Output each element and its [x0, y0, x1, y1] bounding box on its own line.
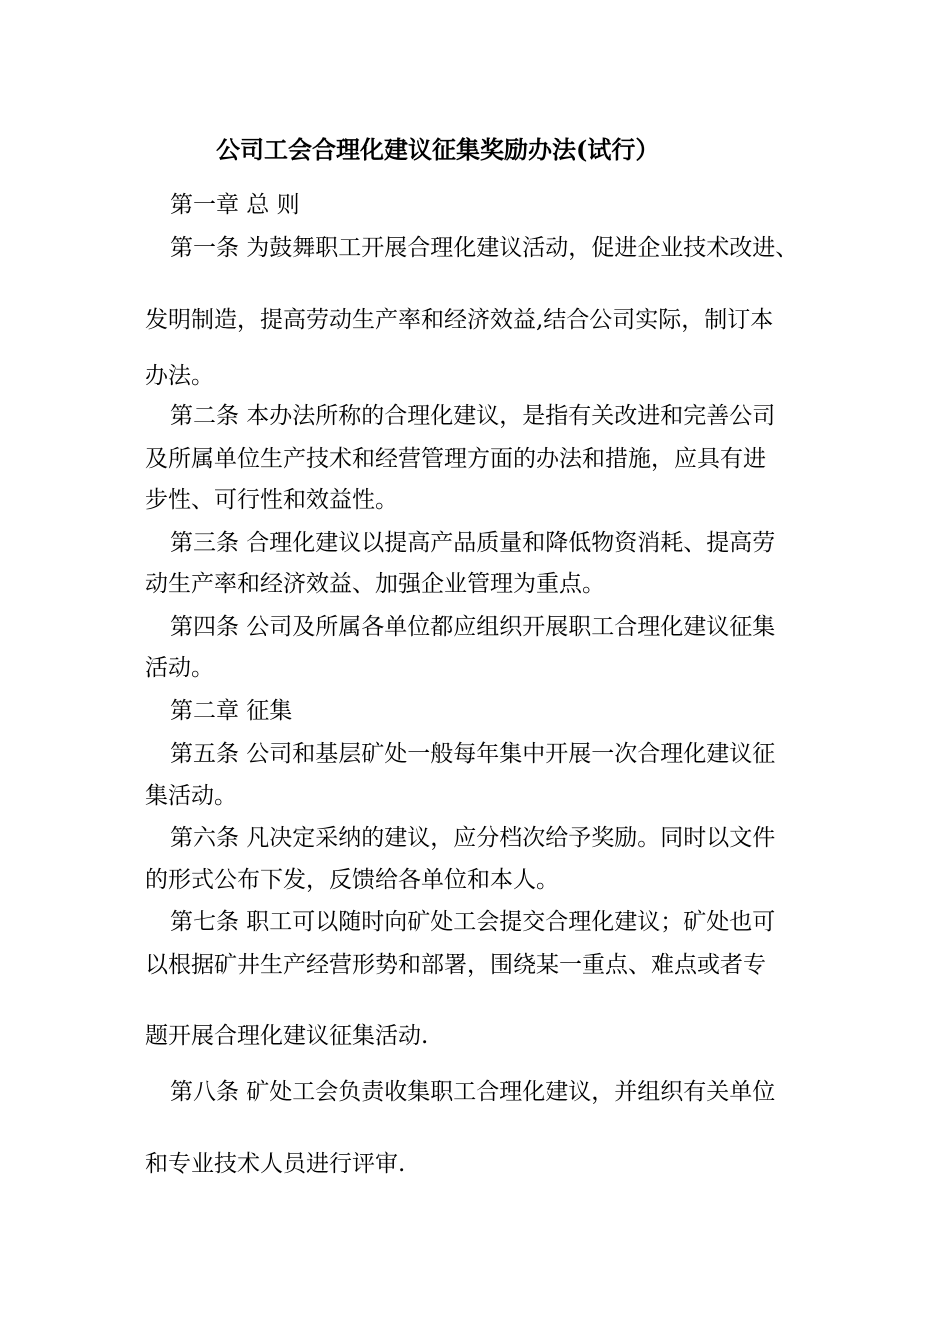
- article-3-line-1: 第三条 合理化建议以提高产品质量和降低物资消耗、提高劳: [170, 530, 776, 556]
- article-5-line-1: 第五条 公司和基层矿处一般每年集中开展一次合理化建议征: [170, 741, 776, 767]
- article-3-line-2: 动生产率和经济效益、加强企业管理为重点。: [145, 571, 605, 597]
- article-8-line-2: 和专业技术人员进行评审.: [145, 1151, 406, 1177]
- article-1-line-2: 发明制造，提高劳动生产率和经济效益,结合公司实际，制订本: [145, 307, 774, 333]
- article-7-line-1: 第七条 职工可以随时向矿处工会提交合理化建议；矿处也可: [170, 909, 776, 935]
- article-8-line-1: 第八条 矿处工会负责收集职工合理化建议，并组织有关单位: [170, 1079, 776, 1105]
- article-6-line-2: 的形式公布下发，反馈给各单位和本人。: [145, 867, 559, 893]
- article-1-line-3: 办法。: [145, 363, 214, 389]
- article-7-line-2: 以根据矿井生产经营形势和部署，围绕某一重点、难点或者专: [145, 952, 766, 978]
- article-7-line-3: 题开展合理化建议征集活动.: [145, 1023, 429, 1049]
- article-2-line-1: 第二条 本办法所称的合理化建议，是指有关改进和完善公司: [170, 403, 776, 429]
- chapter-1-heading: 第一章 总 则: [170, 192, 300, 218]
- article-5-line-2: 集活动。: [145, 783, 237, 809]
- document-title: 公司工会合理化建议征集奖励办法(试行）: [216, 135, 660, 164]
- article-2-line-2: 及所属单位生产技术和经营管理方面的办法和措施，应具有进: [145, 446, 766, 472]
- chapter-2-heading: 第二章 征集: [170, 698, 293, 724]
- article-2-line-3: 步性、可行性和效益性。: [145, 487, 398, 513]
- article-4-line-1: 第四条 公司及所属各单位都应组织开展职工合理化建议征集: [170, 614, 776, 640]
- article-6-line-1: 第六条 凡决定采纳的建议，应分档次给予奖励。同时以文件: [170, 825, 776, 851]
- article-4-line-2: 活动。: [145, 655, 214, 681]
- article-1-line-1: 第一条 为鼓舞职工开展合理化建议活动，促进企业技术改进、: [170, 235, 799, 261]
